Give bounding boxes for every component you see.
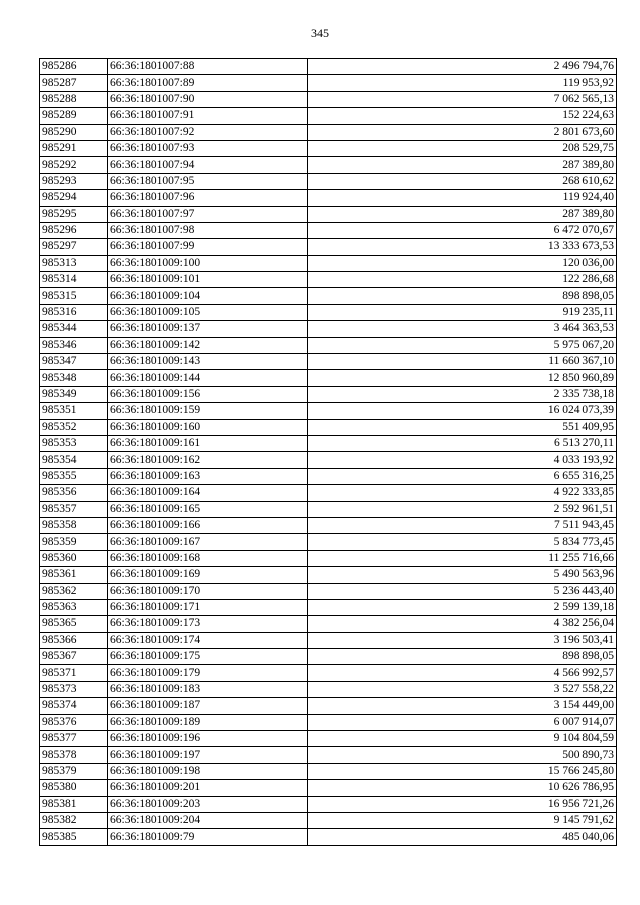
row-number-cell: 985287 <box>40 75 108 91</box>
table-row <box>40 567 617 583</box>
cadastral-number-cell: 66:36:1801009:79 <box>108 829 308 845</box>
registry-table-body <box>40 59 617 846</box>
value-cell: 6 472 070,67 <box>308 222 617 238</box>
value-cell: 4 382 256,04 <box>308 616 617 632</box>
cadastral-number-cell: 66:36:1801009:171 <box>108 599 308 615</box>
table-row <box>40 812 617 828</box>
value-cell: 3 154 449,00 <box>308 698 617 714</box>
table-row <box>40 714 617 730</box>
cadastral-number-cell: 66:36:1801009:101 <box>108 272 308 288</box>
row-number-cell: 985358 <box>40 517 108 533</box>
page-number: 345 <box>311 26 329 40</box>
value-cell: 268 610,62 <box>308 173 617 189</box>
table-row <box>40 583 617 599</box>
row-number-cell: 985348 <box>40 370 108 386</box>
cadastral-number-cell: 66:36:1801009:156 <box>108 386 308 402</box>
row-number-cell: 985380 <box>40 780 108 796</box>
table-row <box>40 517 617 533</box>
table-row <box>40 435 617 451</box>
value-cell: 5 490 563,96 <box>308 567 617 583</box>
row-number-cell: 985359 <box>40 534 108 550</box>
cadastral-number-cell: 66:36:1801009:137 <box>108 321 308 337</box>
value-cell: 5 975 067,20 <box>308 337 617 353</box>
cadastral-number-cell: 66:36:1801009:198 <box>108 763 308 779</box>
table-row <box>40 403 617 419</box>
value-cell: 485 040,06 <box>308 829 617 845</box>
cadastral-number-cell: 66:36:1801009:159 <box>108 403 308 419</box>
row-number-cell: 985314 <box>40 272 108 288</box>
row-number-cell: 985354 <box>40 452 108 468</box>
row-number-cell: 985315 <box>40 288 108 304</box>
value-cell: 9 145 791,62 <box>308 812 617 828</box>
value-cell: 2 801 673,60 <box>308 124 617 140</box>
table-row <box>40 649 617 665</box>
table-row <box>40 321 617 337</box>
row-number-cell: 985349 <box>40 386 108 402</box>
cadastral-number-cell: 66:36:1801009:201 <box>108 780 308 796</box>
row-number-cell: 985371 <box>40 665 108 681</box>
value-cell: 7 511 943,45 <box>308 517 617 533</box>
row-number-cell: 985373 <box>40 681 108 697</box>
table-row <box>40 534 617 550</box>
value-cell: 3 196 503,41 <box>308 632 617 648</box>
cadastral-number-cell: 66:36:1801007:90 <box>108 91 308 107</box>
table-row <box>40 747 617 763</box>
row-number-cell: 985292 <box>40 157 108 173</box>
table-row <box>40 304 617 320</box>
row-number-cell: 985347 <box>40 354 108 370</box>
cadastral-number-cell: 66:36:1801007:99 <box>108 239 308 255</box>
value-cell: 208 529,75 <box>308 140 617 156</box>
cadastral-number-cell: 66:36:1801009:164 <box>108 485 308 501</box>
cadastral-number-cell: 66:36:1801009:189 <box>108 714 308 730</box>
cadastral-number-cell: 66:36:1801009:168 <box>108 550 308 566</box>
table-row <box>40 731 617 747</box>
cadastral-number-cell: 66:36:1801009:169 <box>108 567 308 583</box>
value-cell: 11 255 716,66 <box>308 550 617 566</box>
value-cell: 6 513 270,11 <box>308 435 617 451</box>
table-row <box>40 665 617 681</box>
cadastral-number-cell: 66:36:1801009:143 <box>108 354 308 370</box>
table-row <box>40 763 617 779</box>
value-cell: 4 033 193,92 <box>308 452 617 468</box>
value-cell: 898 898,05 <box>308 288 617 304</box>
cadastral-number-cell: 66:36:1801007:93 <box>108 140 308 156</box>
row-number-cell: 985286 <box>40 59 108 75</box>
value-cell: 16 024 073,39 <box>308 403 617 419</box>
cadastral-number-cell: 66:36:1801009:162 <box>108 452 308 468</box>
row-number-cell: 985291 <box>40 140 108 156</box>
value-cell: 12 850 960,89 <box>308 370 617 386</box>
table-row <box>40 255 617 271</box>
table-row <box>40 173 617 189</box>
table-row <box>40 501 617 517</box>
row-number-cell: 985362 <box>40 583 108 599</box>
row-number-cell: 985352 <box>40 419 108 435</box>
value-cell: 287 389,80 <box>308 157 617 173</box>
value-cell: 2 599 139,18 <box>308 599 617 615</box>
table-row <box>40 206 617 222</box>
row-number-cell: 985363 <box>40 599 108 615</box>
table-row <box>40 616 617 632</box>
value-cell: 2 496 794,76 <box>308 59 617 75</box>
table-row <box>40 288 617 304</box>
table-row <box>40 124 617 140</box>
row-number-cell: 985378 <box>40 747 108 763</box>
registry-table <box>39 58 617 846</box>
value-cell: 11 660 367,10 <box>308 354 617 370</box>
cadastral-number-cell: 66:36:1801007:97 <box>108 206 308 222</box>
table-row <box>40 829 617 845</box>
value-cell: 13 333 673,53 <box>308 239 617 255</box>
value-cell: 119 924,40 <box>308 190 617 206</box>
value-cell: 6 655 316,25 <box>308 468 617 484</box>
row-number-cell: 985357 <box>40 501 108 517</box>
row-number-cell: 985295 <box>40 206 108 222</box>
table-row <box>40 599 617 615</box>
cadastral-number-cell: 66:36:1801007:91 <box>108 108 308 124</box>
cadastral-number-cell: 66:36:1801009:142 <box>108 337 308 353</box>
cadastral-number-cell: 66:36:1801007:88 <box>108 59 308 75</box>
row-number-cell: 985385 <box>40 829 108 845</box>
value-cell: 10 626 786,95 <box>308 780 617 796</box>
cadastral-number-cell: 66:36:1801007:95 <box>108 173 308 189</box>
row-number-cell: 985344 <box>40 321 108 337</box>
table-row <box>40 222 617 238</box>
row-number-cell: 985297 <box>40 239 108 255</box>
table-row <box>40 632 617 648</box>
row-number-cell: 985353 <box>40 435 108 451</box>
cadastral-number-cell: 66:36:1801009:174 <box>108 632 308 648</box>
table-row <box>40 157 617 173</box>
value-cell: 287 389,80 <box>308 206 617 222</box>
cadastral-number-cell: 66:36:1801009:167 <box>108 534 308 550</box>
value-cell: 919 235,11 <box>308 304 617 320</box>
row-number-cell: 985313 <box>40 255 108 271</box>
cadastral-number-cell: 66:36:1801009:173 <box>108 616 308 632</box>
table-row <box>40 75 617 91</box>
value-cell: 898 898,05 <box>308 649 617 665</box>
table-row <box>40 419 617 435</box>
row-number-cell: 985296 <box>40 222 108 238</box>
table-row <box>40 59 617 75</box>
table-row <box>40 354 617 370</box>
row-number-cell: 985361 <box>40 567 108 583</box>
row-number-cell: 985351 <box>40 403 108 419</box>
cadastral-number-cell: 66:36:1801009:165 <box>108 501 308 517</box>
cadastral-number-cell: 66:36:1801009:183 <box>108 681 308 697</box>
cadastral-number-cell: 66:36:1801009:196 <box>108 731 308 747</box>
cadastral-number-cell: 66:36:1801009:105 <box>108 304 308 320</box>
row-number-cell: 985381 <box>40 796 108 812</box>
value-cell: 3 527 558,22 <box>308 681 617 697</box>
row-number-cell: 985382 <box>40 812 108 828</box>
value-cell: 5 236 443,40 <box>308 583 617 599</box>
row-number-cell: 985355 <box>40 468 108 484</box>
row-number-cell: 985374 <box>40 698 108 714</box>
cadastral-number-cell: 66:36:1801009:197 <box>108 747 308 763</box>
value-cell: 7 062 565,13 <box>308 91 617 107</box>
table-row <box>40 386 617 402</box>
cadastral-number-cell: 66:36:1801009:144 <box>108 370 308 386</box>
cadastral-number-cell: 66:36:1801007:96 <box>108 190 308 206</box>
value-cell: 152 224,63 <box>308 108 617 124</box>
table-row <box>40 91 617 107</box>
row-number-cell: 985367 <box>40 649 108 665</box>
cadastral-number-cell: 66:36:1801007:94 <box>108 157 308 173</box>
row-number-cell: 985293 <box>40 173 108 189</box>
table-row <box>40 140 617 156</box>
table-row <box>40 698 617 714</box>
table-row <box>40 780 617 796</box>
row-number-cell: 985365 <box>40 616 108 632</box>
cadastral-number-cell: 66:36:1801009:203 <box>108 796 308 812</box>
value-cell: 120 036,00 <box>308 255 617 271</box>
row-number-cell: 985360 <box>40 550 108 566</box>
table-row <box>40 550 617 566</box>
row-number-cell: 985290 <box>40 124 108 140</box>
value-cell: 4 922 333,85 <box>308 485 617 501</box>
value-cell: 500 890,73 <box>308 747 617 763</box>
value-cell: 2 592 961,51 <box>308 501 617 517</box>
cadastral-number-cell: 66:36:1801009:175 <box>108 649 308 665</box>
cadastral-number-cell: 66:36:1801009:187 <box>108 698 308 714</box>
cadastral-number-cell: 66:36:1801009:179 <box>108 665 308 681</box>
cadastral-number-cell: 66:36:1801007:98 <box>108 222 308 238</box>
table-row <box>40 452 617 468</box>
cadastral-number-cell: 66:36:1801009:166 <box>108 517 308 533</box>
row-number-cell: 985356 <box>40 485 108 501</box>
value-cell: 122 286,68 <box>308 272 617 288</box>
table-row <box>40 370 617 386</box>
cadastral-number-cell: 66:36:1801009:204 <box>108 812 308 828</box>
cadastral-number-cell: 66:36:1801009:170 <box>108 583 308 599</box>
value-cell: 16 956 721,26 <box>308 796 617 812</box>
table-row <box>40 272 617 288</box>
row-number-cell: 985366 <box>40 632 108 648</box>
cadastral-number-cell: 66:36:1801009:160 <box>108 419 308 435</box>
value-cell: 5 834 773,45 <box>308 534 617 550</box>
row-number-cell: 985376 <box>40 714 108 730</box>
table-row <box>40 796 617 812</box>
table-row <box>40 468 617 484</box>
row-number-cell: 985294 <box>40 190 108 206</box>
cadastral-number-cell: 66:36:1801009:163 <box>108 468 308 484</box>
row-number-cell: 985346 <box>40 337 108 353</box>
table-row <box>40 108 617 124</box>
value-cell: 6 007 914,07 <box>308 714 617 730</box>
cadastral-number-cell: 66:36:1801009:161 <box>108 435 308 451</box>
cadastral-number-cell: 66:36:1801007:92 <box>108 124 308 140</box>
row-number-cell: 985377 <box>40 731 108 747</box>
table-row <box>40 337 617 353</box>
value-cell: 3 464 363,53 <box>308 321 617 337</box>
table-row <box>40 190 617 206</box>
row-number-cell: 985316 <box>40 304 108 320</box>
row-number-cell: 985288 <box>40 91 108 107</box>
value-cell: 15 766 245,80 <box>308 763 617 779</box>
row-number-cell: 985379 <box>40 763 108 779</box>
row-number-cell: 985289 <box>40 108 108 124</box>
value-cell: 9 104 804,59 <box>308 731 617 747</box>
value-cell: 551 409,95 <box>308 419 617 435</box>
cadastral-number-cell: 66:36:1801007:89 <box>108 75 308 91</box>
value-cell: 2 335 738,18 <box>308 386 617 402</box>
table-row <box>40 681 617 697</box>
value-cell: 119 953,92 <box>308 75 617 91</box>
cadastral-number-cell: 66:36:1801009:100 <box>108 255 308 271</box>
table-row <box>40 485 617 501</box>
table-row <box>40 239 617 255</box>
value-cell: 4 566 992,57 <box>308 665 617 681</box>
cadastral-number-cell: 66:36:1801009:104 <box>108 288 308 304</box>
